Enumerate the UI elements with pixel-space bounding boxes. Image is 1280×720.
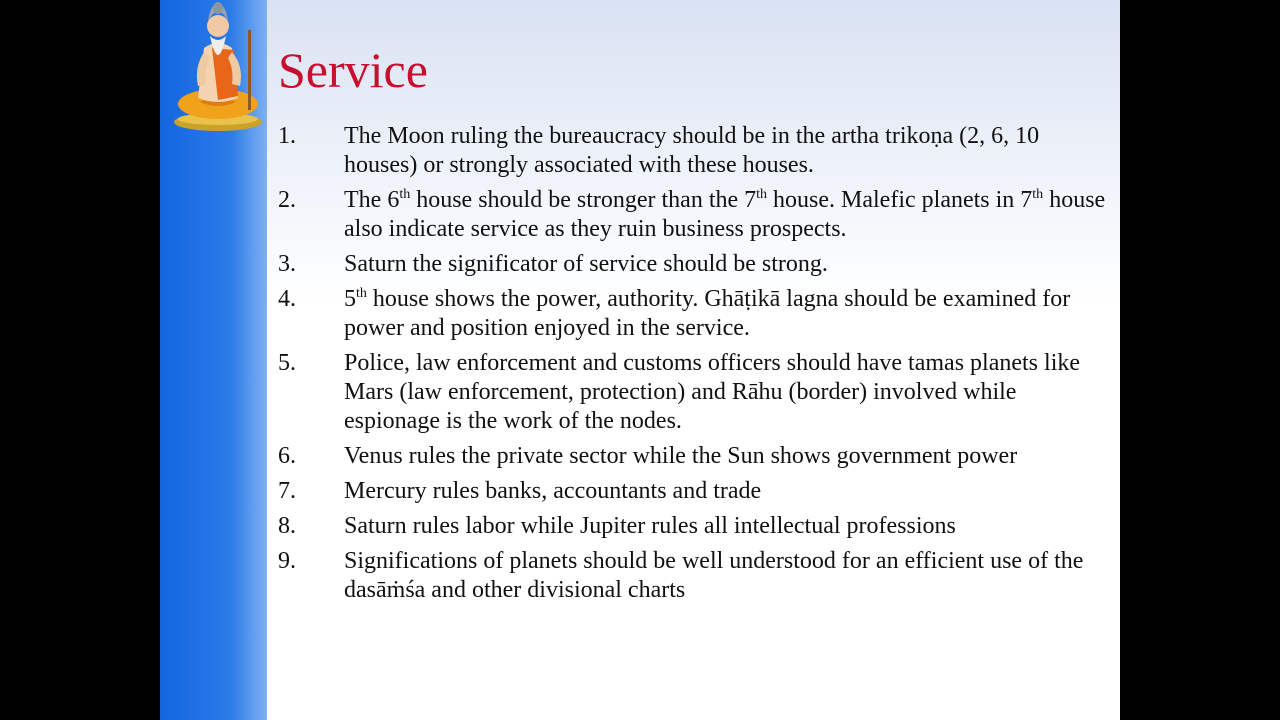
list-item-number: 1. [278, 123, 296, 149]
list-item-text [344, 251, 828, 277]
ordinal-suffix: th [399, 187, 411, 202]
slide [160, 0, 1120, 720]
list-item [278, 250, 1108, 279]
sage-figure-icon [168, 0, 268, 135]
list-item-text [344, 286, 1070, 341]
list-item [278, 512, 1108, 541]
list-item-text [344, 123, 1039, 178]
text-segment: Significations of planets should be well understood for an efficient use of the dasāṁśa and other divisional charts [344, 548, 1084, 603]
text-segment: Police, law enforcement and customs officers should have tamas planets like Mars (law enforcement, protection) and Rāhu (border) involved while espionage is the work of the nodes. [344, 350, 1081, 434]
text-segment: house should be stronger than the 7 [410, 187, 757, 213]
list-item-text [344, 513, 956, 539]
list-item-text [344, 478, 761, 504]
list-item [278, 349, 1108, 436]
text-segment: Venus rules the private sector while the Sun shows government power [344, 443, 1018, 469]
list-item-text [344, 350, 1080, 434]
list-item-number: 3. [278, 251, 296, 277]
list-item-number: 2. [278, 187, 296, 213]
slide-title: Service [278, 42, 428, 98]
list-item-text [344, 548, 1083, 603]
list-item-text [344, 443, 1017, 469]
list-item-number: 6. [278, 443, 296, 469]
list-item-number: 8. [278, 513, 296, 539]
list-item-number: 9. [278, 548, 296, 574]
text-segment: Saturn the significator of service should be strong. [344, 251, 828, 277]
text-segment: Saturn rules labor while Jupiter rules all intellectual professions [344, 513, 956, 539]
list-item [278, 547, 1108, 605]
list-item [278, 442, 1108, 471]
list-item [278, 186, 1108, 244]
text-segment: The Moon ruling the bureaucracy should be in the artha trikoṇa (2, 6, 10 houses) or strongly associated with these houses. [344, 123, 1040, 178]
ordinal-suffix: th [1032, 187, 1044, 202]
text-segment: house shows the power, authority. Ghāṭikā lagna should be examined for power and position enjoyed in the service. [344, 286, 1071, 341]
list-item [278, 122, 1108, 180]
text-segment: house also indicate service as they ruin business prospects. [344, 187, 1106, 242]
text-segment: Mercury rules banks, accountants and trade [344, 478, 762, 504]
service-list [278, 122, 1108, 611]
list-item [278, 285, 1108, 343]
list-item-number: 5. [278, 350, 296, 376]
list-item-number: 7. [278, 478, 296, 504]
text-segment: 5 [344, 286, 356, 312]
ordinal-suffix: th [356, 286, 367, 301]
text-segment: house. Malefic planets in 7 [767, 187, 1033, 213]
text-segment: The 6 [344, 187, 400, 213]
list-item [278, 477, 1108, 506]
ordinal-suffix: th [756, 187, 768, 202]
list-item-number: 4. [278, 286, 296, 312]
list-item-text [344, 187, 1105, 242]
